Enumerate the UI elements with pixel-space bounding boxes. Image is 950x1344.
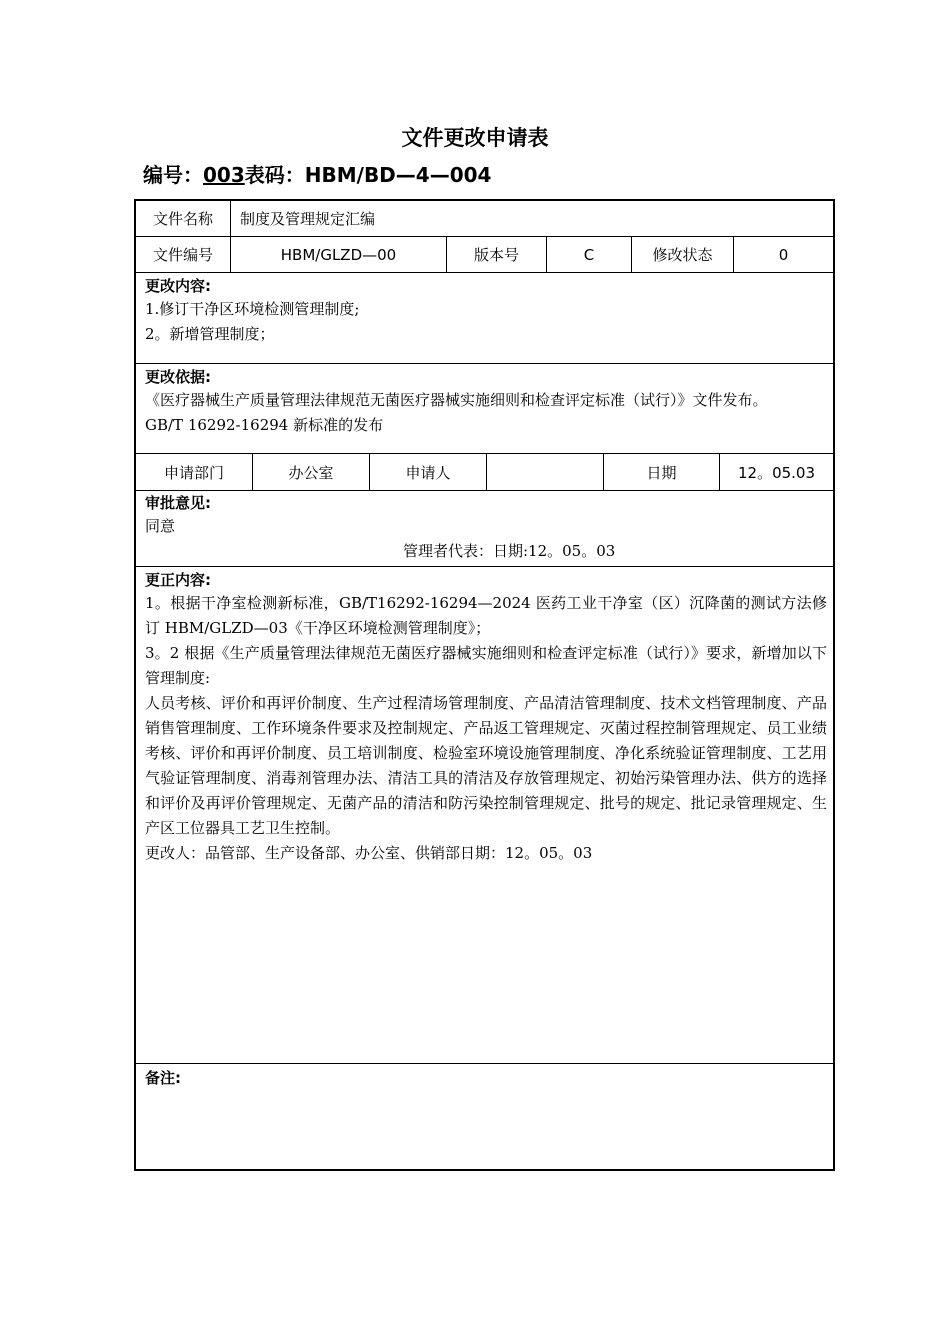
change-basis-section — [136, 364, 833, 454]
change-content-section — [136, 273, 833, 364]
doc-info-row — [136, 237, 833, 273]
status-label: 修改状态 — [632, 237, 734, 272]
applicant-value — [487, 454, 604, 490]
correction-para-2: 3。2 根据《生产质量管理法律规范无菌医疗器械实施细则和检查评定标准（试行）》要求，新增加以下管理制度: — [145, 644, 827, 687]
change-content-line: 2。新增管理制度； — [145, 325, 275, 343]
correction-para-3: 人员考核、评价和再评价制度、生产过程清场管理制度、产品清洁管理制度、技术文档管理制度、产品销售管理制度、工作环境条件要求及控制规定、产品返工管理规定、灭菌过程控制管理规定、员工业绩考核、评价和再评价制度、员工培训制度、检验室环境设施管理制度、净化系统验证管理制度、工艺用气验证管理制度、消毒剂管理办法、清洁工具的清洁及存放管理规定、初始污染管理办法、供方的选择和评价及再评价管理规定、无菌产品的清洁和防污染控制管理规定、批号的规定、批记录管理规定、生产区工位器具工艺卫生控制。 — [145, 694, 827, 837]
code-prefix: 编号： — [143, 163, 203, 187]
code-number: 003 — [203, 163, 245, 187]
dept-value: 办公室 — [253, 454, 370, 490]
form-code-line — [143, 159, 491, 188]
change-basis-line: 《医疗器械生产质量管理法律规范无菌医疗器械实施细则和检查评定标准（试行）》文件发布。 — [145, 391, 768, 409]
form-table — [134, 199, 835, 1171]
applicant-label: 申请人 — [370, 454, 487, 490]
version-value: C — [547, 237, 632, 272]
doc-name-row — [136, 201, 833, 237]
doc-number-label: 文件编号 — [136, 237, 231, 272]
dept-label: 申请部门 — [136, 454, 253, 490]
date-label: 日期 — [604, 454, 720, 490]
correction-section — [136, 567, 833, 1064]
remarks-header: 备注: — [145, 1069, 181, 1087]
application-row — [136, 454, 833, 491]
remarks-section — [136, 1064, 833, 1169]
change-basis-header: 更改依据: — [145, 368, 211, 386]
correction-para-1: 1。根据干净室检测新标准，GB/T16292-16294—2024 医药工业干净室（区）沉降菌的测试方法修订 HBM/GLZD—03《干净区环境检测管理制度》； — [145, 594, 827, 637]
approval-signature: 管理者代表：日期:12。05。03 — [403, 542, 616, 560]
doc-name-label: 文件名称 — [136, 201, 231, 236]
status-value: 0 — [778, 245, 789, 264]
change-content-line: 1.修订干净区环境检测管理制度; — [145, 300, 360, 318]
approval-opinion: 同意 — [145, 517, 176, 535]
change-content-header: 更改内容: — [145, 277, 211, 295]
change-basis-line: GB/T 16292-16294 新标准的发布 — [145, 416, 384, 434]
code-suffix: 表码：HBM/BD—4—004 — [244, 163, 492, 187]
doc-number-value: HBM/GLZD—00 — [231, 237, 447, 272]
form-title: 文件更改申请表 — [401, 126, 549, 150]
doc-name-value: 制度及管理规定汇编 — [240, 210, 376, 228]
correction-changers: 更改人：品管部、生产设备部、办公室、供销部日期：12。05。03 — [145, 844, 593, 862]
approval-section — [136, 491, 833, 567]
correction-header: 更正内容: — [145, 571, 211, 589]
date-value: 12。05.03 — [737, 463, 816, 482]
version-label: 版本号 — [447, 237, 547, 272]
approval-header: 审批意见: — [145, 494, 211, 512]
